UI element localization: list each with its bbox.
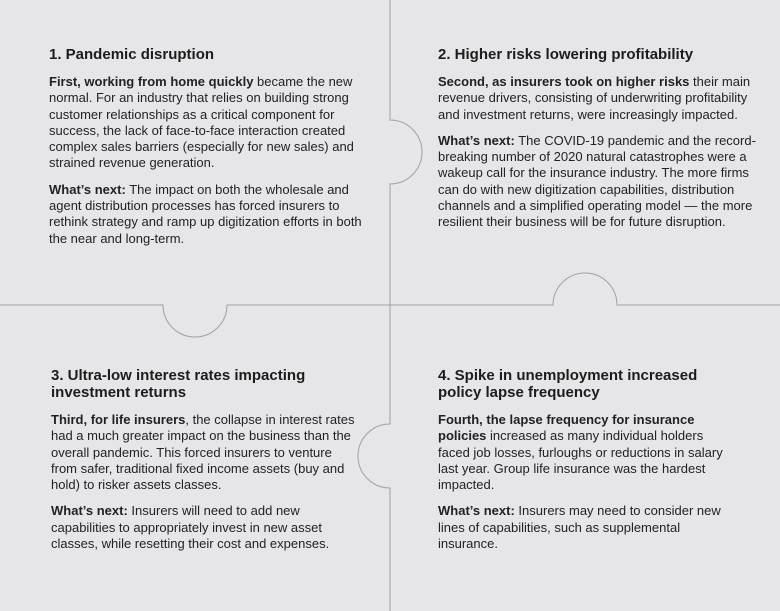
whats-next-label: What’s next:	[438, 503, 515, 519]
horizontal-divider	[0, 273, 780, 337]
panel-intro	[49, 74, 369, 172]
whats-next-text: The impact on both the wholesale and agent distribution processes has forced insurers to rethink strategy and ramp up digitization efforts in both the near and long-term.	[49, 181, 362, 246]
intro-bold: Fourth, the lapse frequency for insurance policies	[438, 412, 695, 444]
intro-bold: Third, for life insurers	[51, 412, 186, 427]
whats-next-label: What’s next:	[51, 503, 128, 519]
whats-next-label: What’s next:	[438, 132, 515, 148]
intro-bold: First, working from home quickly	[49, 74, 254, 89]
panel-interest-rates	[51, 367, 361, 562]
panel-whats-next	[438, 503, 738, 552]
panel-intro	[51, 412, 361, 493]
panel-title: 4. Spike in unemployment increased policy lapse frequency	[438, 367, 698, 401]
whats-next-label: What’s next:	[49, 181, 126, 197]
intro-text: increased as many individual holders faced job losses, furloughs or reductions in salary last year. Group life insurance was the hardest impacted.	[438, 428, 723, 493]
intro-text: , the collapse in interest rates had a much greater impact on the business than the overall pandemic. This forced insurers to venture from safer, traditional fixed income assets (buy and hold) to risker assets classes.	[51, 412, 355, 493]
panel-whats-next	[51, 503, 361, 552]
intro-bold: Second, as insurers took on higher risks	[438, 74, 690, 89]
panel-whats-next	[49, 182, 369, 247]
panel-pandemic-disruption	[49, 46, 369, 257]
panel-whats-next	[438, 133, 758, 231]
panel-higher-risks	[438, 46, 758, 241]
panel-title: 3. Ultra-low interest rates impacting investment returns	[51, 367, 306, 401]
whats-next-text: The COVID-19 pandemic and the record-breaking number of 2020 natural catastrophes were a wakeup call for the insurance industry. The more firms can do with new digitization capabilities, distribution channels and a simplified operating model — the more resilient their business will be for future disruption.	[438, 132, 756, 230]
intro-text: their main revenue drivers, consisting of underwriting profitability and investment returns, were increasingly impacted.	[438, 74, 751, 122]
panel-unemployment	[438, 367, 738, 562]
whats-next-text: Insurers will need to add new capabilities to appropriately invest in new asset classes, while resetting their cost and expenses.	[51, 503, 330, 552]
panel-intro	[438, 74, 758, 123]
panel-title: 1. Pandemic disruption	[49, 46, 215, 63]
panel-intro	[438, 412, 738, 493]
panel-title: 2. Higher risks lowering profitability	[438, 46, 694, 63]
whats-next-text: Insurers may need to consider new lines of capabilities, such as supplemental insurance.	[438, 503, 721, 552]
intro-text: became the new normal. For an industry that relies on building strong customer relationships as a critical component for success, the lack of face-to-face interaction created complex sales barriers (especially for new sales) and strained revenue generation.	[49, 74, 354, 171]
